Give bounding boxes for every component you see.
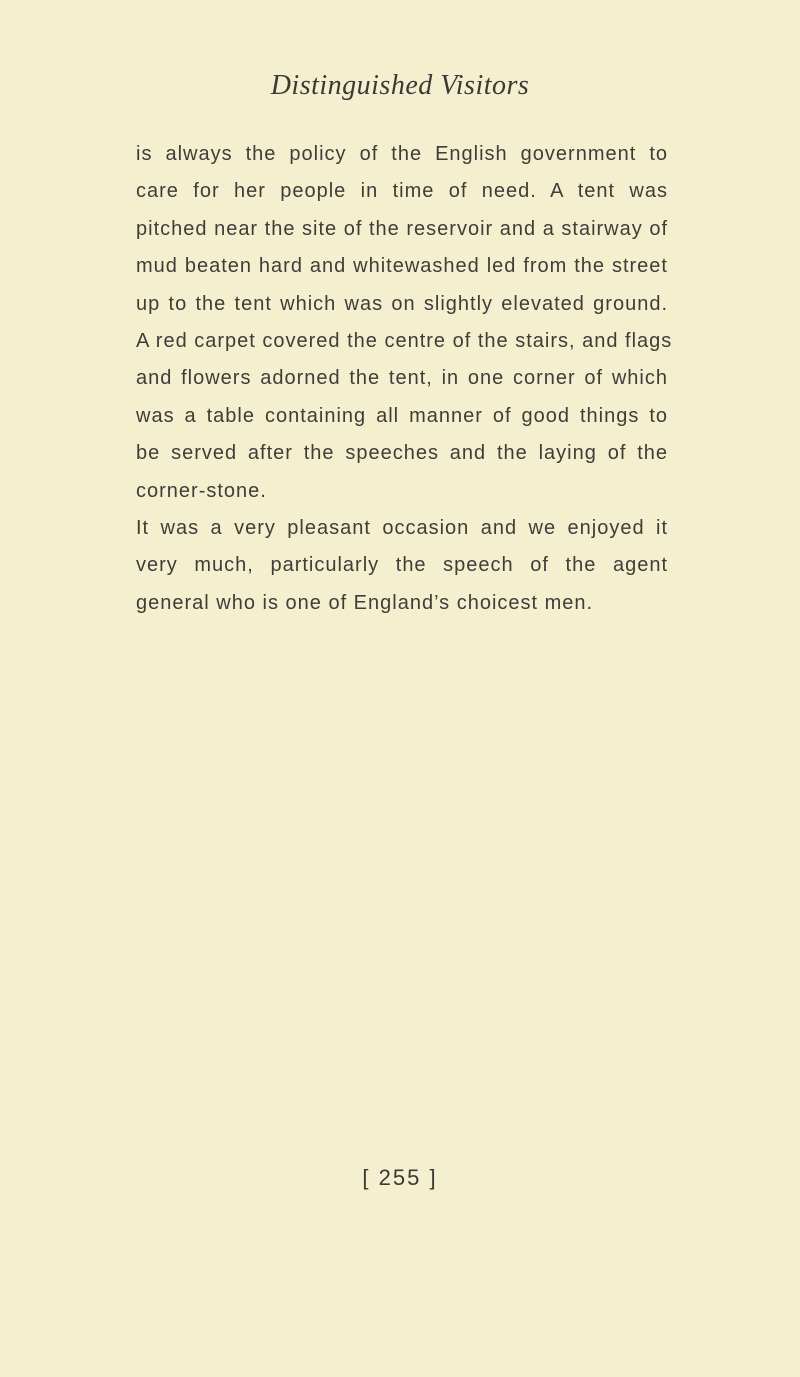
text-line: It was a very pleasant occasion and we enjoyed it [136,517,668,540]
running-head: Distinguished Visitors [270,70,530,101]
body-text [136,136,673,622]
text-line: up to the tent which was on slightly elevated ground. [136,292,668,315]
paragraph [136,510,668,622]
text-line: very much, particularly the speech of the agent [136,554,668,577]
text-line: be served after the speeches and the laying of the [136,442,668,465]
text-line: A red carpet covered the centre of the stairs, and flags [136,330,673,353]
page-number: [ 255 ] [362,1165,438,1190]
text-line: general who is one of England’s choicest men. [136,591,594,614]
paragraph [136,136,673,510]
text-line: care for her people in time of need. A tent was [136,180,668,203]
text-line: mud beaten hard and whitewashed led from the street [136,255,668,278]
text-line: is always the policy of the English government to [136,143,668,165]
text-line: and flowers adorned the tent, in one corner of which [136,367,668,390]
text-line: corner-stone. [136,479,267,502]
text-line: was a table containing all manner of good things to [136,404,668,427]
text-line: pitched near the site of the reservoir and a stairway of [136,217,668,240]
